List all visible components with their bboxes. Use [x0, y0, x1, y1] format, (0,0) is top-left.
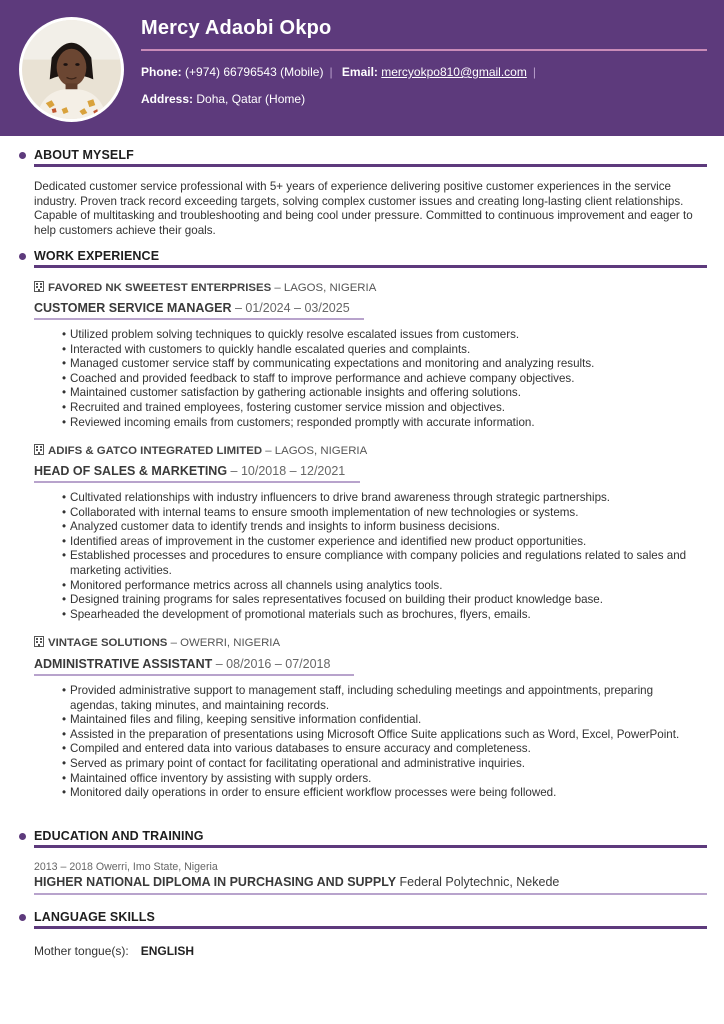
section-bullet-icon	[19, 152, 26, 159]
building-icon	[34, 281, 44, 292]
list-item: • Cultivated relationships with industry influencers to drive brand awareness through strategic partnerships.	[62, 491, 698, 506]
section-bullet-icon	[19, 833, 26, 840]
language-section-title	[19, 910, 155, 924]
education-title-text: EDUCATION AND TRAINING	[34, 829, 204, 843]
section-bullet-icon	[19, 914, 26, 921]
about-text: Dedicated customer service professional with 5+ years of experience delivering positive customer experiences in the service industry. Proven track record exceeding targets, solving complex customer issues and creating long-lasting client relationships. Capable of multitasking and troubleshooting and being cool under pressure. Committed to continuous improvement and eager to help customers achieve their goals.	[34, 180, 693, 237]
profile-photo	[19, 17, 124, 122]
employer-location: – OWERRI, NIGERIA	[170, 637, 281, 649]
list-item: • Identified areas of improvement in the customer experience and identified new product opportunities.	[62, 535, 698, 550]
building-icon	[34, 444, 44, 455]
mother-tongue-label: Mother tongue(s):	[34, 944, 129, 958]
email-link[interactable]: mercyokpo810@gmail.com	[381, 65, 527, 79]
profile-photo-image	[22, 20, 121, 119]
role-title: ADMINISTRATIVE ASSISTANT	[34, 657, 213, 671]
list-item: • Maintained customer satisfaction by gathering actionable insights and offering solutions.	[62, 386, 702, 401]
role-underline	[34, 674, 354, 676]
mother-tongue-value: ENGLISH	[140, 944, 195, 958]
employer-location: – LAGOS, NIGERIA	[274, 282, 377, 294]
list-item: • Utilized problem solving techniques to quickly resolve escalated issues from customers.	[62, 328, 702, 343]
role-title: HEAD OF SALES & MARKETING	[34, 464, 228, 478]
email-label: Email:	[341, 65, 378, 79]
building-icon	[34, 636, 44, 647]
candidate-name: Mercy Adaobi Okpo	[141, 17, 332, 39]
job-bullets	[62, 328, 702, 430]
list-item: • Maintained office inventory by assisting with supply orders.	[62, 772, 682, 787]
list-item: • Coached and provided feedback to staff to improve performance and achieve company objectives.	[62, 372, 702, 387]
phone-label: Phone:	[141, 65, 182, 79]
job-employer	[34, 444, 367, 457]
work-section-title	[19, 249, 159, 263]
section-bullet-icon	[19, 253, 26, 260]
list-item: • Monitored daily operations in order to ensure efficient workflow processes were being followed.	[62, 786, 682, 801]
role-title: CUSTOMER SERVICE MANAGER	[34, 301, 232, 315]
role-dates: – 10/2018 – 12/2021	[230, 464, 346, 478]
education-entry	[34, 875, 559, 889]
list-item: • Collaborated with internal teams to ensure smooth implementation of new technologies or systems.	[62, 506, 698, 521]
role-dates: – 08/2016 – 07/2018	[215, 657, 331, 671]
employer-name: VINTAGE SOLUTIONS	[48, 637, 168, 649]
role-underline	[34, 318, 364, 320]
education-section-rule	[34, 845, 707, 848]
list-item: • Reviewed incoming emails from customers; responded promptly with accurate information.	[62, 416, 702, 431]
list-item: • Analyzed customer data to identify trends and insights to inform business decisions.	[62, 520, 698, 535]
job-employer	[34, 281, 376, 294]
list-item: • Provided administrative support to management staff, including scheduling meetings and appointments, preparing agendas, taking minutes, and maintaining records.	[62, 684, 682, 713]
job-role	[34, 301, 350, 315]
education-institution: Federal Polytechnic, Nekede	[399, 875, 560, 889]
list-item: • Spearheaded the development of promotional materials such as brochures, flyers, emails.	[62, 608, 698, 623]
work-title-text: WORK EXPERIENCE	[34, 249, 160, 263]
list-item: • Compiled and entered data into various databases to ensure accuracy and completeness.	[62, 742, 682, 757]
education-date-place: 2013 – 2018 Owerri, Imo State, Nigeria	[34, 861, 218, 873]
about-section-rule	[34, 164, 707, 167]
language-title-text: LANGUAGE SKILLS	[34, 910, 155, 924]
contact-separator: |	[329, 65, 333, 79]
contact-separator: |	[532, 65, 536, 79]
employer-name: ADIFS & GATCO INTEGRATED LIMITED	[48, 445, 263, 457]
phone-value: (+974) 66796543 (Mobile)	[185, 65, 324, 79]
employer-name: FAVORED NK SWEETEST ENTERPRISES	[48, 282, 272, 294]
name-divider	[141, 49, 707, 51]
list-item: • Monitored performance metrics across all channels using analytics tools.	[62, 579, 698, 594]
job-bullets	[62, 491, 698, 622]
address-label: Address:	[141, 92, 194, 106]
contact-line-1	[141, 65, 542, 79]
mother-tongue	[34, 944, 194, 958]
job-role	[34, 464, 345, 478]
role-underline	[34, 481, 360, 483]
job-employer	[34, 636, 280, 649]
list-item: • Established processes and procedures to ensure compliance with company policies and regulations related to sales and marketing activities.	[62, 549, 698, 578]
education-underline	[34, 893, 707, 895]
list-item: • Designed training programs for sales representatives focused on building their product knowledge base.	[62, 593, 698, 608]
job-bullets	[62, 684, 682, 801]
job-role	[34, 657, 330, 671]
contact-line-2	[141, 92, 305, 106]
list-item: • Assisted in the preparation of presentations using Microsoft Office Suite applications such as Word, Excel, PowerPoint.	[62, 728, 682, 743]
list-item: • Maintained files and filing, keeping sensitive information confidential.	[62, 713, 682, 728]
education-degree: HIGHER NATIONAL DIPLOMA IN PURCHASING AND SUPPLY	[34, 875, 397, 889]
list-item: • Served as primary point of contact for facilitating operational and administrative inquiries.	[62, 757, 682, 772]
language-section-rule	[34, 926, 707, 929]
employer-location: – LAGOS, NIGERIA	[265, 445, 368, 457]
list-item: • Managed customer service staff by communicating expectations and monitoring and analyzing results.	[62, 357, 702, 372]
work-section-rule	[34, 265, 707, 268]
list-item: • Interacted with customers to quickly handle escalated queries and complaints.	[62, 343, 702, 358]
resume-header	[0, 0, 724, 136]
role-dates: – 01/2024 – 03/2025	[234, 301, 350, 315]
list-item: • Recruited and trained employees, fostering customer service mission and objectives.	[62, 401, 702, 416]
education-section-title	[19, 829, 204, 843]
about-section-title	[19, 148, 134, 162]
address-value: Doha, Qatar (Home)	[196, 92, 306, 106]
about-title-text: ABOUT MYSELF	[34, 148, 134, 162]
